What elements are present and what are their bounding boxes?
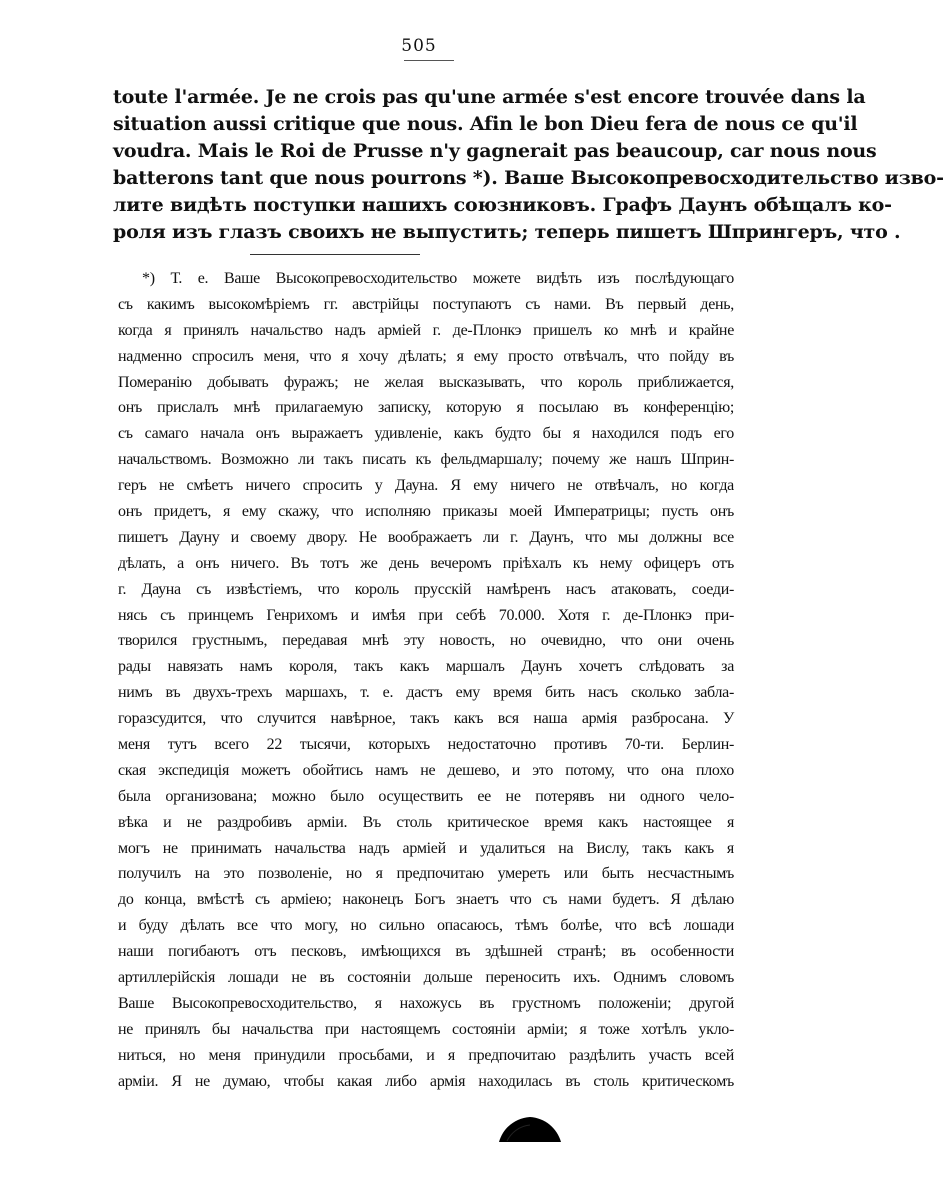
ink-smudge [497,1114,563,1144]
footnote-line: когда я принялъ начальство надъ арміей г. де-Плонкэ пришелъ ко мнѣ и крайне [118,321,734,339]
footnote-line: рады навязать намъ короля, такъ какъ маршалъ Даунъ хочетъ слѣдовать за [118,658,734,676]
footnote-line: съ какимъ высокомѣріемъ гг. австрійцы поступаютъ съ нами. Въ первый день, [118,295,734,313]
footnote-block [108,266,734,1095]
footnote-line: ниться, но меня принудили просьбами, и я предпочитаю раздѣлить участь всей [118,1046,734,1064]
footnote-line: нясь съ принцемъ Генрихомъ и имѣя при себѣ 70.000. Хотя г. де-Плонкэ при- [118,606,734,624]
footnote-line: меня тутъ всего 22 тысячи, которыхъ недостаточно противъ 70-ти. Берлин- [118,736,734,754]
footnote-line: ская экспедиція можетъ обойтись намъ не дешево, и это потому, что она плохо [118,761,734,779]
footnote-line: Ваше Высокопревосходительство, я нахожусь въ грустномъ положеніи; другой [118,994,734,1012]
footnote-line: геръ не смѣетъ ничего спросить у Дауна. Я ему ничего не отвѣчалъ, но когда [118,477,734,495]
footnote-line: дѣлать, а онъ ничего. Въ тотъ же день вечеромъ пріѣхалъ къ нему офицеръ отъ [118,554,734,572]
footnote-line: онъ прислалъ мнѣ прилагаемую записку, которую я посылаю въ конференцію; [118,399,734,417]
footnote-line: нимъ въ двухъ-трехъ маршахъ, т. е. дастъ ему время бить насъ сколько забла- [118,684,734,702]
footnote-line: начальствомъ. Возможно ли такъ писать къ фельдмаршалу; почему же нашъ Шприн- [118,451,734,469]
footnote-line: арміи. Я не думаю, чтобы какая либо армія находилась въ столь критическомъ [118,1072,734,1090]
footnote-line: съ самаго начала онъ выражаетъ удивленіе, какъ будто бы я находился подъ его [118,425,734,443]
footnote-line: и буду дѣлать все что могу, но сильно опасаюсь, тѣмъ болѣе, что всѣ лошади [118,917,734,935]
footnote-line: надменно спросилъ меня, что я хочу дѣлать; я ему просто отвѣчалъ, что пойду въ [118,347,734,365]
footnote-line: вѣка и не раздробивъ арміи. Въ столь критическое время какъ настоящее я [118,813,734,831]
footnote-line: онъ придетъ, я ему скажу, что исполняю приказы моей Императрицы; пусть онъ [118,503,734,521]
main-text-block [113,84,944,246]
main-text-line: лите видѣть поступки нашихъ союзниковъ. Графъ Даунъ обѣщалъ ко- [113,194,892,216]
footnote-line: творился грустнымъ, передавая мнѣ эту новость, но очевидно, что они очень [118,632,734,650]
footnote-line: до конца, вмѣстѣ съ арміею; наконецъ Богъ знаетъ что съ нами будетъ. Я дѣлаю [118,891,734,909]
footnote-line: пишетъ Дауну и своему двору. Не воображаетъ ли г. Даунъ, что мы должны все [118,528,734,546]
footnote-line: *) Т. е. Ваше Высокопревосходительство можете видѣть изъ послѣдующаго [142,270,734,287]
page-number-underline [404,60,454,61]
main-text-line: situation aussi critique que nous. Afin le bon Dieu fera de nous ce qu'il [113,113,858,135]
footnote-line: была организована; можно было осуществить ее не потерявъ ни одного чело- [118,787,734,805]
main-text-line: batterons tant que nous pourrons *). Ваше Высокопревосходительство изво- [113,167,944,189]
footnote-line: горазсудится, что случится навѣрное, такъ какъ вся наша армія разбросана. У [118,710,734,728]
page-number: 505 [401,36,437,56]
footnote-line: Померанію добывать фуражъ; не желая высказывать, что король приближается, [118,373,734,391]
footnote-line: не принялъ бы начальства при настоящемъ состояніи арміи; я тоже хотѣлъ уклo- [118,1020,734,1038]
footnote-line: могъ не принимать начальства надъ арміей и удалиться на Вислу, такъ какъ я [118,839,734,857]
main-text-line: voudra. Mais le Roi de Prusse n'y gagnerait pas beaucoup, car nous nous [113,140,877,162]
footnote-line: г. Дауна съ извѣстіемъ, что король прусскій намѣренъ насъ атаковать, соеди- [118,580,734,598]
main-text-line: toute l'armée. Je ne crois pas qu'une armée s'est encore trouvée dans la [113,86,866,108]
footnote-line: получилъ на это позволеніе, но я предпочитаю умереть или быть несчастнымъ [118,865,734,883]
footnote-separator [250,254,420,255]
footnote-line: наши погибаютъ отъ песковъ, имѣющихся въ здѣшней странѣ; въ особенности [118,943,734,961]
footnote-line: артиллерійскія лошади не въ состояніи дольше переносить ихъ. Однимъ словомъ [118,969,734,987]
main-text-line: роля изъ глазъ своихъ не выпустить; теперь пишетъ Шпрингеръ, что . [113,221,901,243]
